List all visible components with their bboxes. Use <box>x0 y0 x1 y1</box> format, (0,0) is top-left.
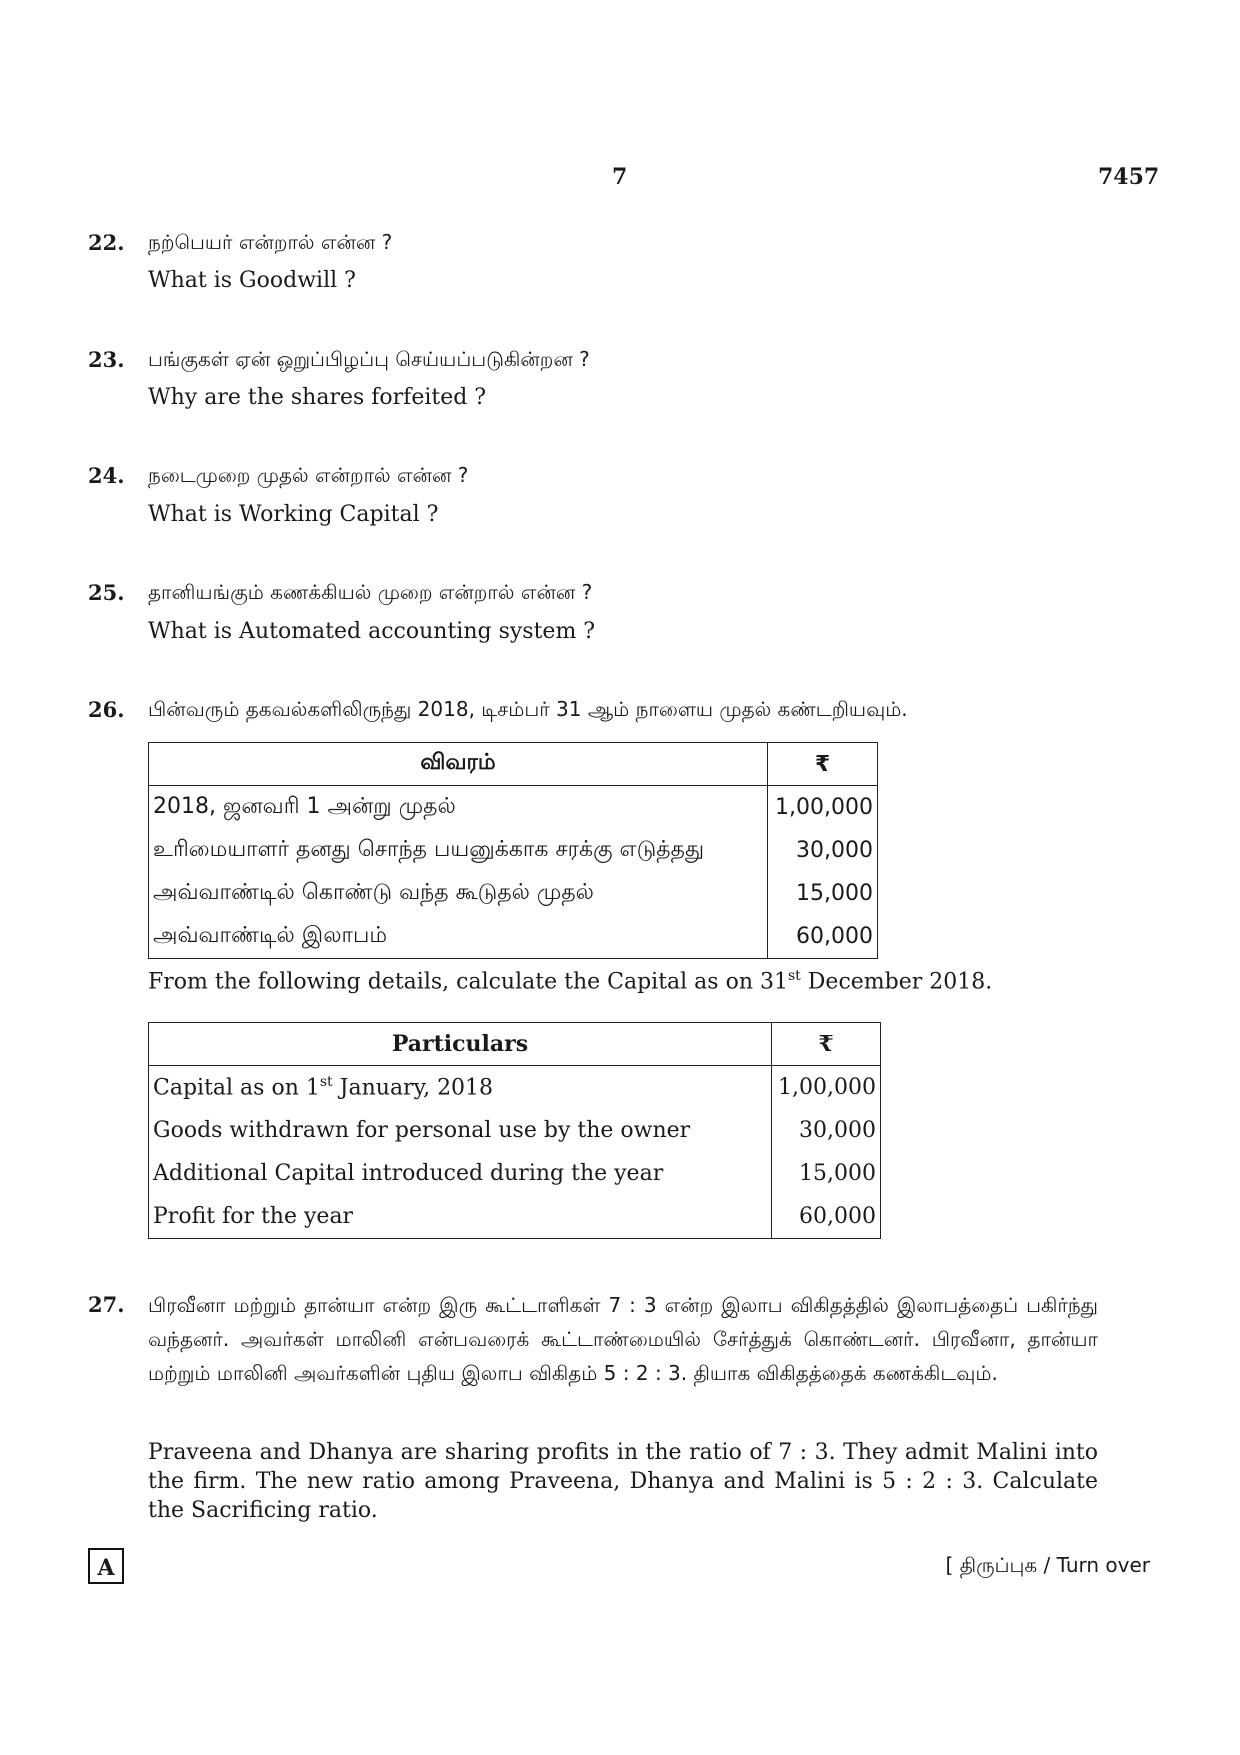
table-cell: Goods withdrawn for personal use by the owner <box>149 1109 772 1152</box>
table-row <box>149 1152 881 1195</box>
question-number: 25. <box>88 580 125 605</box>
table-cell: Capital as on 1st January, 2018 <box>149 1066 772 1110</box>
question-number: 27. <box>88 1292 125 1317</box>
paper-code: 7457 <box>1098 164 1160 190</box>
page-number: 7 <box>612 164 628 190</box>
question-number: 26. <box>88 697 125 722</box>
question-tamil: நடைமுறை முதல் என்றால் என்ன ? <box>148 463 469 487</box>
table-cell: 1,00,000 <box>772 1066 881 1110</box>
table-header: Particulars <box>149 1023 772 1066</box>
question-english: What is Goodwill ? <box>148 268 356 293</box>
table-cell: 2018, ஜனவரி 1 அன்று முதல் <box>149 786 768 830</box>
question-number: 22. <box>88 230 125 255</box>
question-english: Why are the shares forfeited ? <box>148 385 487 410</box>
question-english: What is Automated accounting system ? <box>148 619 596 644</box>
table-cell: 60,000 <box>772 1195 881 1239</box>
table-row <box>149 915 878 959</box>
question-english: From the following details, calculate the Capital as on 31st December 2018. <box>148 968 993 995</box>
question-english: Praveena and Dhanya are sharing profits in the ratio of 7 : 3. They admit Malini into the firm. The new ratio among Praveena, Dhanya and Malini is 5 : 2 : 3. Calculate the Sacrificing ratio. <box>148 1440 1098 1523</box>
turn-over-note: [ திருப்புக / Turn over <box>945 1553 1150 1577</box>
question-tamil: பின்வரும் தகவல்களிலிருந்து 2018, டிசம்பர் 31 ஆம் நாளைய முதல் கண்டறியவும். <box>148 697 908 721</box>
table-cell: அவ்வாண்டில் கொண்டு வந்த கூடுதல் முதல் <box>149 872 768 915</box>
table-row <box>149 786 878 830</box>
booklet-letter-box: A <box>88 1548 124 1584</box>
table-header: விவரம் <box>149 743 768 786</box>
table-cell: 60,000 <box>768 915 878 959</box>
table-cell: Additional Capital introduced during the year <box>149 1152 772 1195</box>
table-row <box>149 829 878 872</box>
table-row <box>149 1195 881 1239</box>
question-number: 23. <box>88 347 125 372</box>
table-cell: 15,000 <box>772 1152 881 1195</box>
question-number: 24. <box>88 463 125 488</box>
question-tamil: நற்பெயர் என்றால் என்ன ? <box>148 230 393 254</box>
table-cell: Profit for the year <box>149 1195 772 1239</box>
table-cell: 30,000 <box>768 829 878 872</box>
tamil-table <box>148 742 878 959</box>
table-row <box>149 1066 881 1110</box>
table-cell: 30,000 <box>772 1109 881 1152</box>
question-tamil: பங்குகள் ஏன் ஒறுப்பிழப்பு செய்யப்படுகின்றன ? <box>148 347 590 371</box>
question-tamil: தானியங்கும் கணக்கியல் முறை என்றால் என்ன ? <box>148 580 593 604</box>
table-row <box>149 872 878 915</box>
english-table <box>148 1022 881 1239</box>
table-cell: 1,00,000 <box>768 786 878 830</box>
question-tamil: பிரவீனா மற்றும் தான்யா என்ற இரு கூட்டாளிகள் 7 : 3 என்ற இலாப விகிதத்தில் இலாபத்தைப் பகிர்ந்து வந்தனர். அவர்கள் மாலினி என்பவரைக் கூட்டாண்மையில் சேர்த்துக் கொண்டனர். பிரவீனா, தான்யா மற்றும் மாலினி அவர்களின் புதிய இலாப விகிதம் 5 : 2 : 3. தியாக விகிதத்தைக் கணக்கிடவும். <box>148 1293 1098 1385</box>
table-row <box>149 1109 881 1152</box>
table-cell: உரிமையாளர் தனது சொந்த பயனுக்காக சரக்கு எடுத்தது <box>149 829 768 872</box>
question-english: What is Working Capital ? <box>148 502 439 527</box>
table-cell: 15,000 <box>768 872 878 915</box>
table-header: ₹ <box>768 743 878 786</box>
table-cell: அவ்வாண்டில் இலாபம் <box>149 915 768 959</box>
table-header: ₹ <box>772 1023 881 1066</box>
